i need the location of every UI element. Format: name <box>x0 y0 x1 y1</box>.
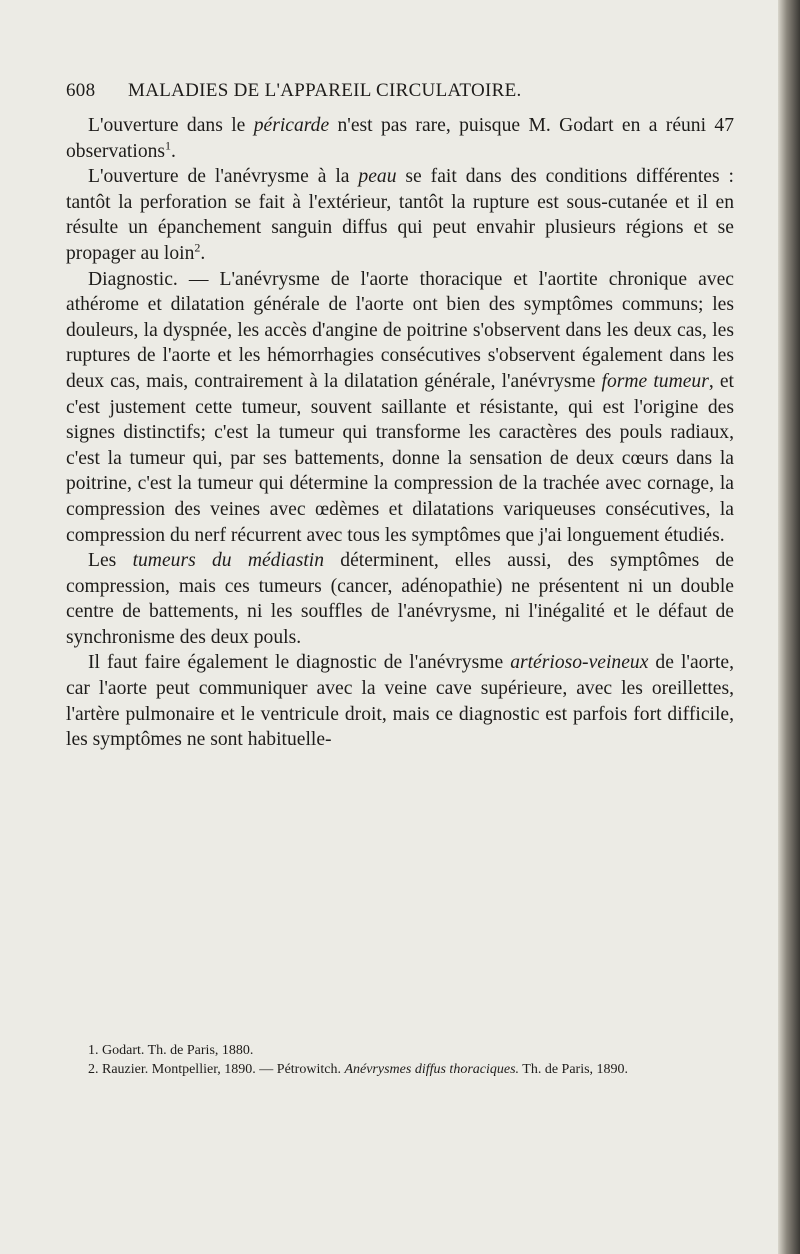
text-run: de l'aorte, car l'aorte peut communiquer avec la veine cave supérieure, avec les oreillettes, l'artère pulmonaire et le ventricule droit, mais ce diagnostic est parfois fort difficile, les symptômes ne sont habituelle- <box>66 652 734 751</box>
footnote-text: 2. Rauzier. Montpellier, 1890. — Pétrowitch. <box>88 1061 345 1077</box>
text-run: L'ouverture dans le <box>88 115 254 136</box>
page-edge-shadow <box>778 0 800 1254</box>
italic-term: tumeurs du médiastin <box>132 550 325 572</box>
footnote-ref: 2 <box>194 240 201 255</box>
text-run: Diagnostic. — L'anévrysme de l'aorte thoracique et l'aortite chronique avec athérome et dilatation générale de l'aorte ont bien des symptômes communs; les douleurs, la dyspnée, les accès d'angine de poitrine s'observent dans les deux cas, les ruptures de l'aorte et les hémorrhagies consécutives s'observent également dans les deux cas, mais, contrairement à la dilatation générale, l'anévrysme <box>66 268 734 392</box>
text-run: . <box>200 242 206 264</box>
italic-term: artérioso-veineux <box>510 652 649 674</box>
text-run: se fait dans des conditions différentes : tantôt la perforation se fait à l'extérieur, tantôt la rupture est sous-cutanée et il en résulte un épanchement sanguin diffus qui peut envahir plusieurs régions et se propager au loin <box>66 166 734 264</box>
footnote-2 <box>66 1061 734 1080</box>
footnote-ref: 1 <box>165 138 172 153</box>
paragraph-diagnostic <box>66 267 734 549</box>
italic-term: peau <box>358 166 397 188</box>
italic-term: forme tumeur <box>601 370 709 392</box>
running-header <box>66 80 666 108</box>
running-title: MALADIES DE L'APPAREIL CIRCULATOIRE. <box>128 80 522 101</box>
text-run: n'est pas rare, puisque M. Godart en a réuni 47 observations <box>66 115 734 162</box>
footnote-text: 1. Godart. Th. de Paris, 1880. <box>88 1043 254 1058</box>
text-run: , et c'est justement cette tumeur, souvent saillante et résistante, qui est l'origine des signes distinctifs; c'est la tumeur qui transforme les caractères des pouls radiaux, c'est la tumeur qui, par ses battements, donne la sensation de deux cœurs dans la poitrine, c'est la tumeur qui détermine la compression de la trachée avec cornage, la compression des veines avec œdèmes et dilatations variqueuses consécutives, la compression du nerf récurrent avec tous les symptômes que j'ai longuement étudiés. <box>66 370 734 546</box>
text-run: déterminent, elles aussi, des symptômes de compression, mais ces tumeurs (cancer, adénopathie) ne présentent ni un double centre de battements, ni les souffles de l'anévrysme, ni l'inégalité et le défaut de synchronisme des deux pouls. <box>66 550 734 648</box>
paragraph-arterioso-veineux <box>66 650 734 752</box>
text-run: Il faut faire également le diagnostic de l'anévrysme <box>88 652 511 674</box>
page-number: 608 <box>66 80 96 101</box>
text-run: . <box>171 140 176 162</box>
footnote-text: Th. de Paris, 1890. <box>519 1061 629 1077</box>
footnote-italic-title: Anévrysmes diffus thoraciques. <box>344 1061 520 1077</box>
footnotes <box>66 1042 734 1079</box>
paragraph-tumeurs-mediastin <box>66 548 734 650</box>
paragraph-peau <box>66 164 734 266</box>
text-run: L'ouverture de l'anévrysme à la <box>88 166 359 188</box>
paragraph-pericarde <box>66 113 734 164</box>
italic-term: péricarde <box>253 115 330 136</box>
main-text <box>66 113 734 753</box>
text-run: Les <box>88 550 133 572</box>
footnote-1 <box>66 1042 734 1061</box>
